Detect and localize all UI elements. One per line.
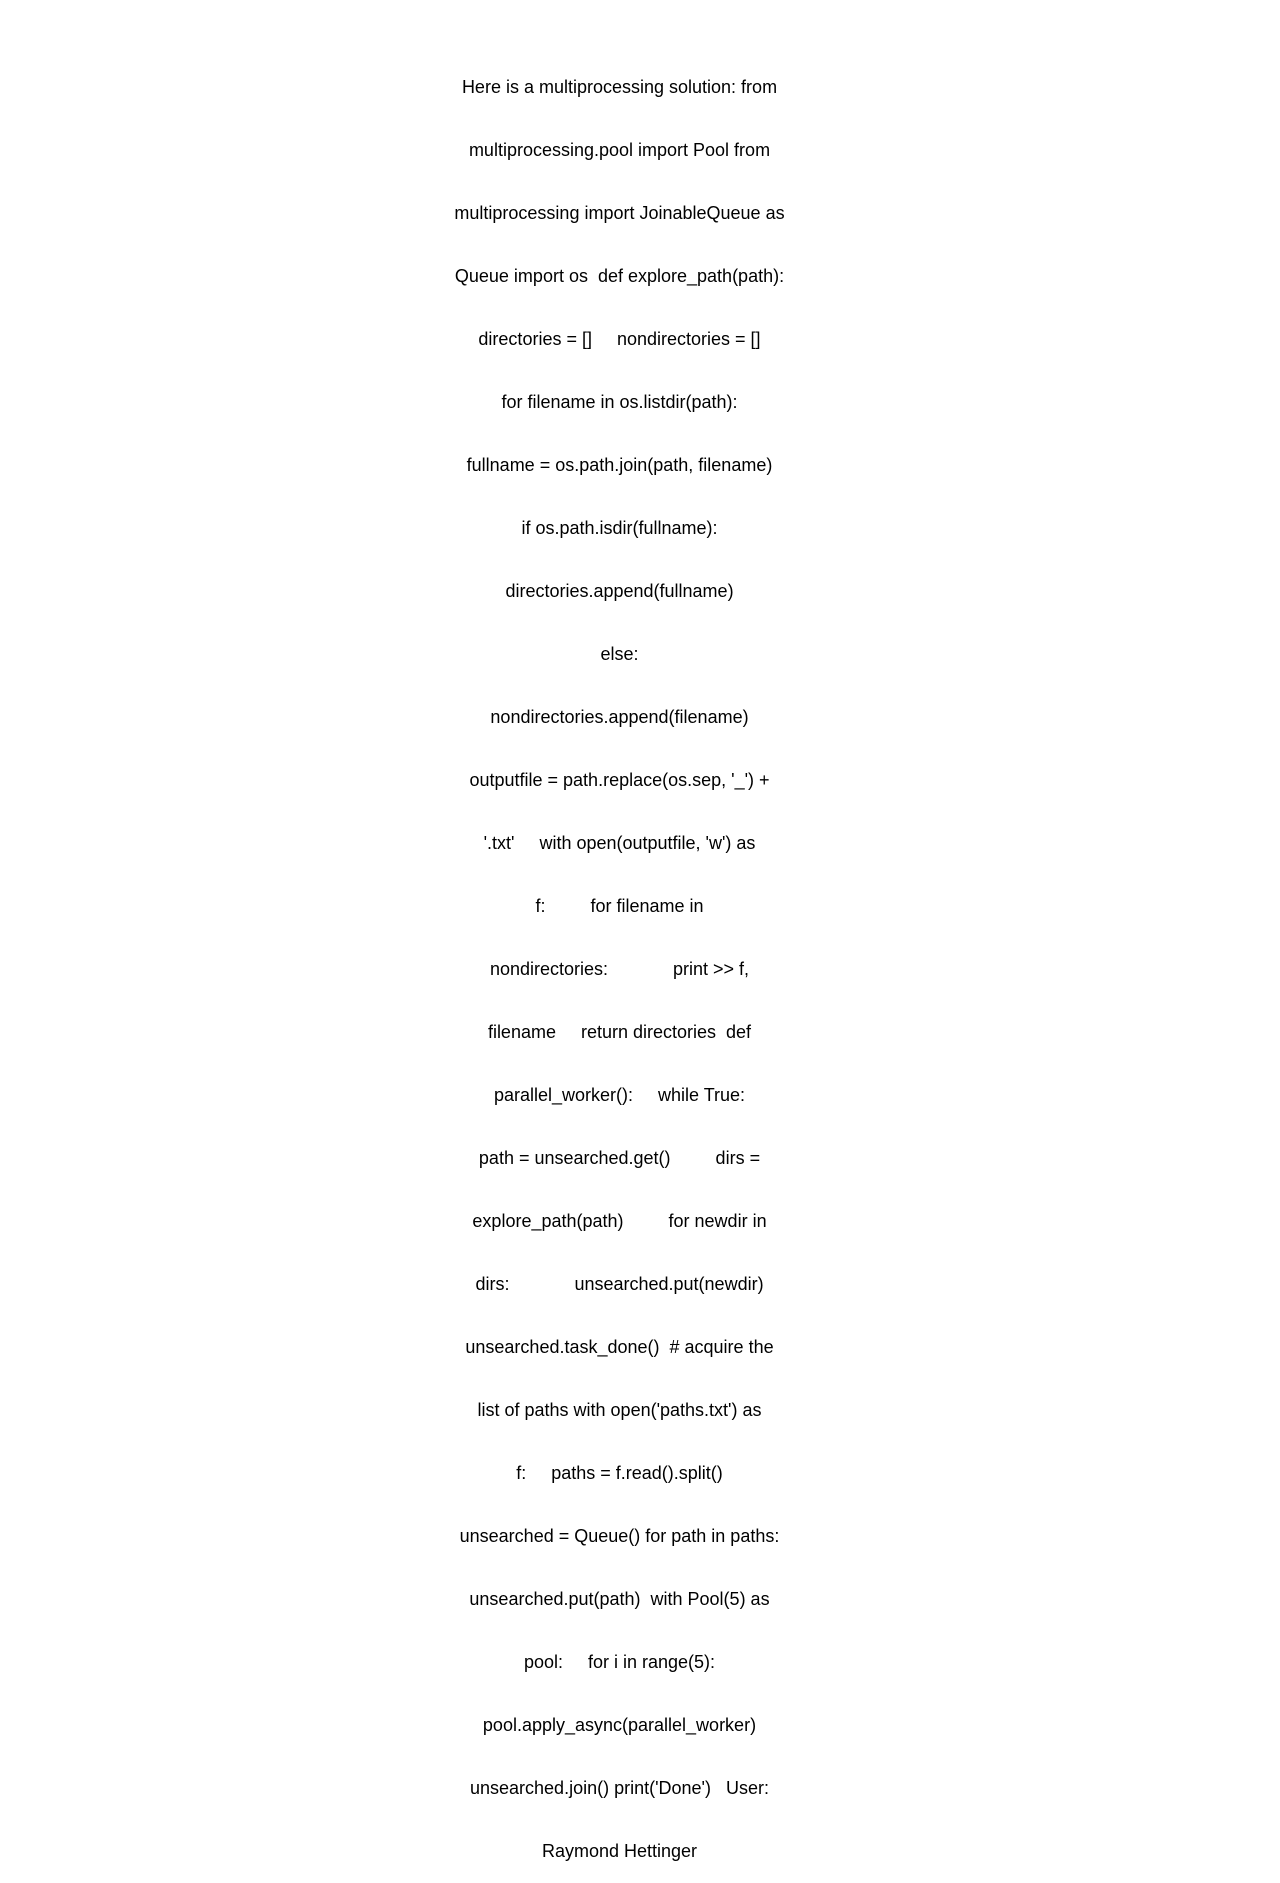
text-line: fullname = os.path.join(path, filename) <box>466 455 773 475</box>
text-line: nondirectories: print >> f, <box>489 959 750 979</box>
text-line: unsearched.join() print('Done') User: <box>470 1778 769 1798</box>
text-line: filename return directories def <box>487 1022 752 1042</box>
text-line: explore_path(path) for newdir in <box>472 1211 767 1231</box>
text-line: Queue import os def explore_path(path): <box>454 266 785 286</box>
text-line: f: for filename in <box>535 896 704 916</box>
text-line: directories = [] nondirectories = [] <box>478 329 761 349</box>
text-line: f: paths = f.read().split() <box>516 1463 723 1483</box>
author-line: Raymond Hettinger <box>541 1841 698 1861</box>
text-line: outputfile = path.replace(os.sep, '_') + <box>469 770 770 790</box>
text-line: '.txt' with open(outputfile, 'w') as <box>483 833 756 853</box>
text-line: Here is a multiprocessing solution: from <box>461 77 778 97</box>
text-line: list of paths with open('paths.txt') as <box>477 1400 762 1420</box>
text-line: multiprocessing.pool import Pool from <box>468 140 771 160</box>
text-line: dirs: unsearched.put(newdir) <box>475 1274 764 1294</box>
text-line: path = unsearched.get() dirs = <box>478 1148 761 1168</box>
text-line: unsearched.put(path) with Pool(5) as <box>469 1589 770 1609</box>
answer-text-block <box>452 35 787 1883</box>
text-line: directories.append(fullname) <box>505 581 734 601</box>
text-line: parallel_worker(): while True: <box>493 1085 746 1105</box>
text-line: nondirectories.append(filename) <box>490 707 749 727</box>
text-line: for filename in os.listdir(path): <box>501 392 738 412</box>
text-line: pool.apply_async(parallel_worker) <box>482 1715 757 1735</box>
text-line: unsearched.task_done() # acquire the <box>465 1337 774 1357</box>
text-line: multiprocessing import JoinableQueue as <box>454 203 785 223</box>
text-line: pool: for i in range(5): <box>523 1652 716 1672</box>
text-line: unsearched = Queue() for path in paths: <box>459 1526 780 1546</box>
text-line: else: <box>600 644 639 664</box>
text-line: if os.path.isdir(fullname): <box>521 518 718 538</box>
